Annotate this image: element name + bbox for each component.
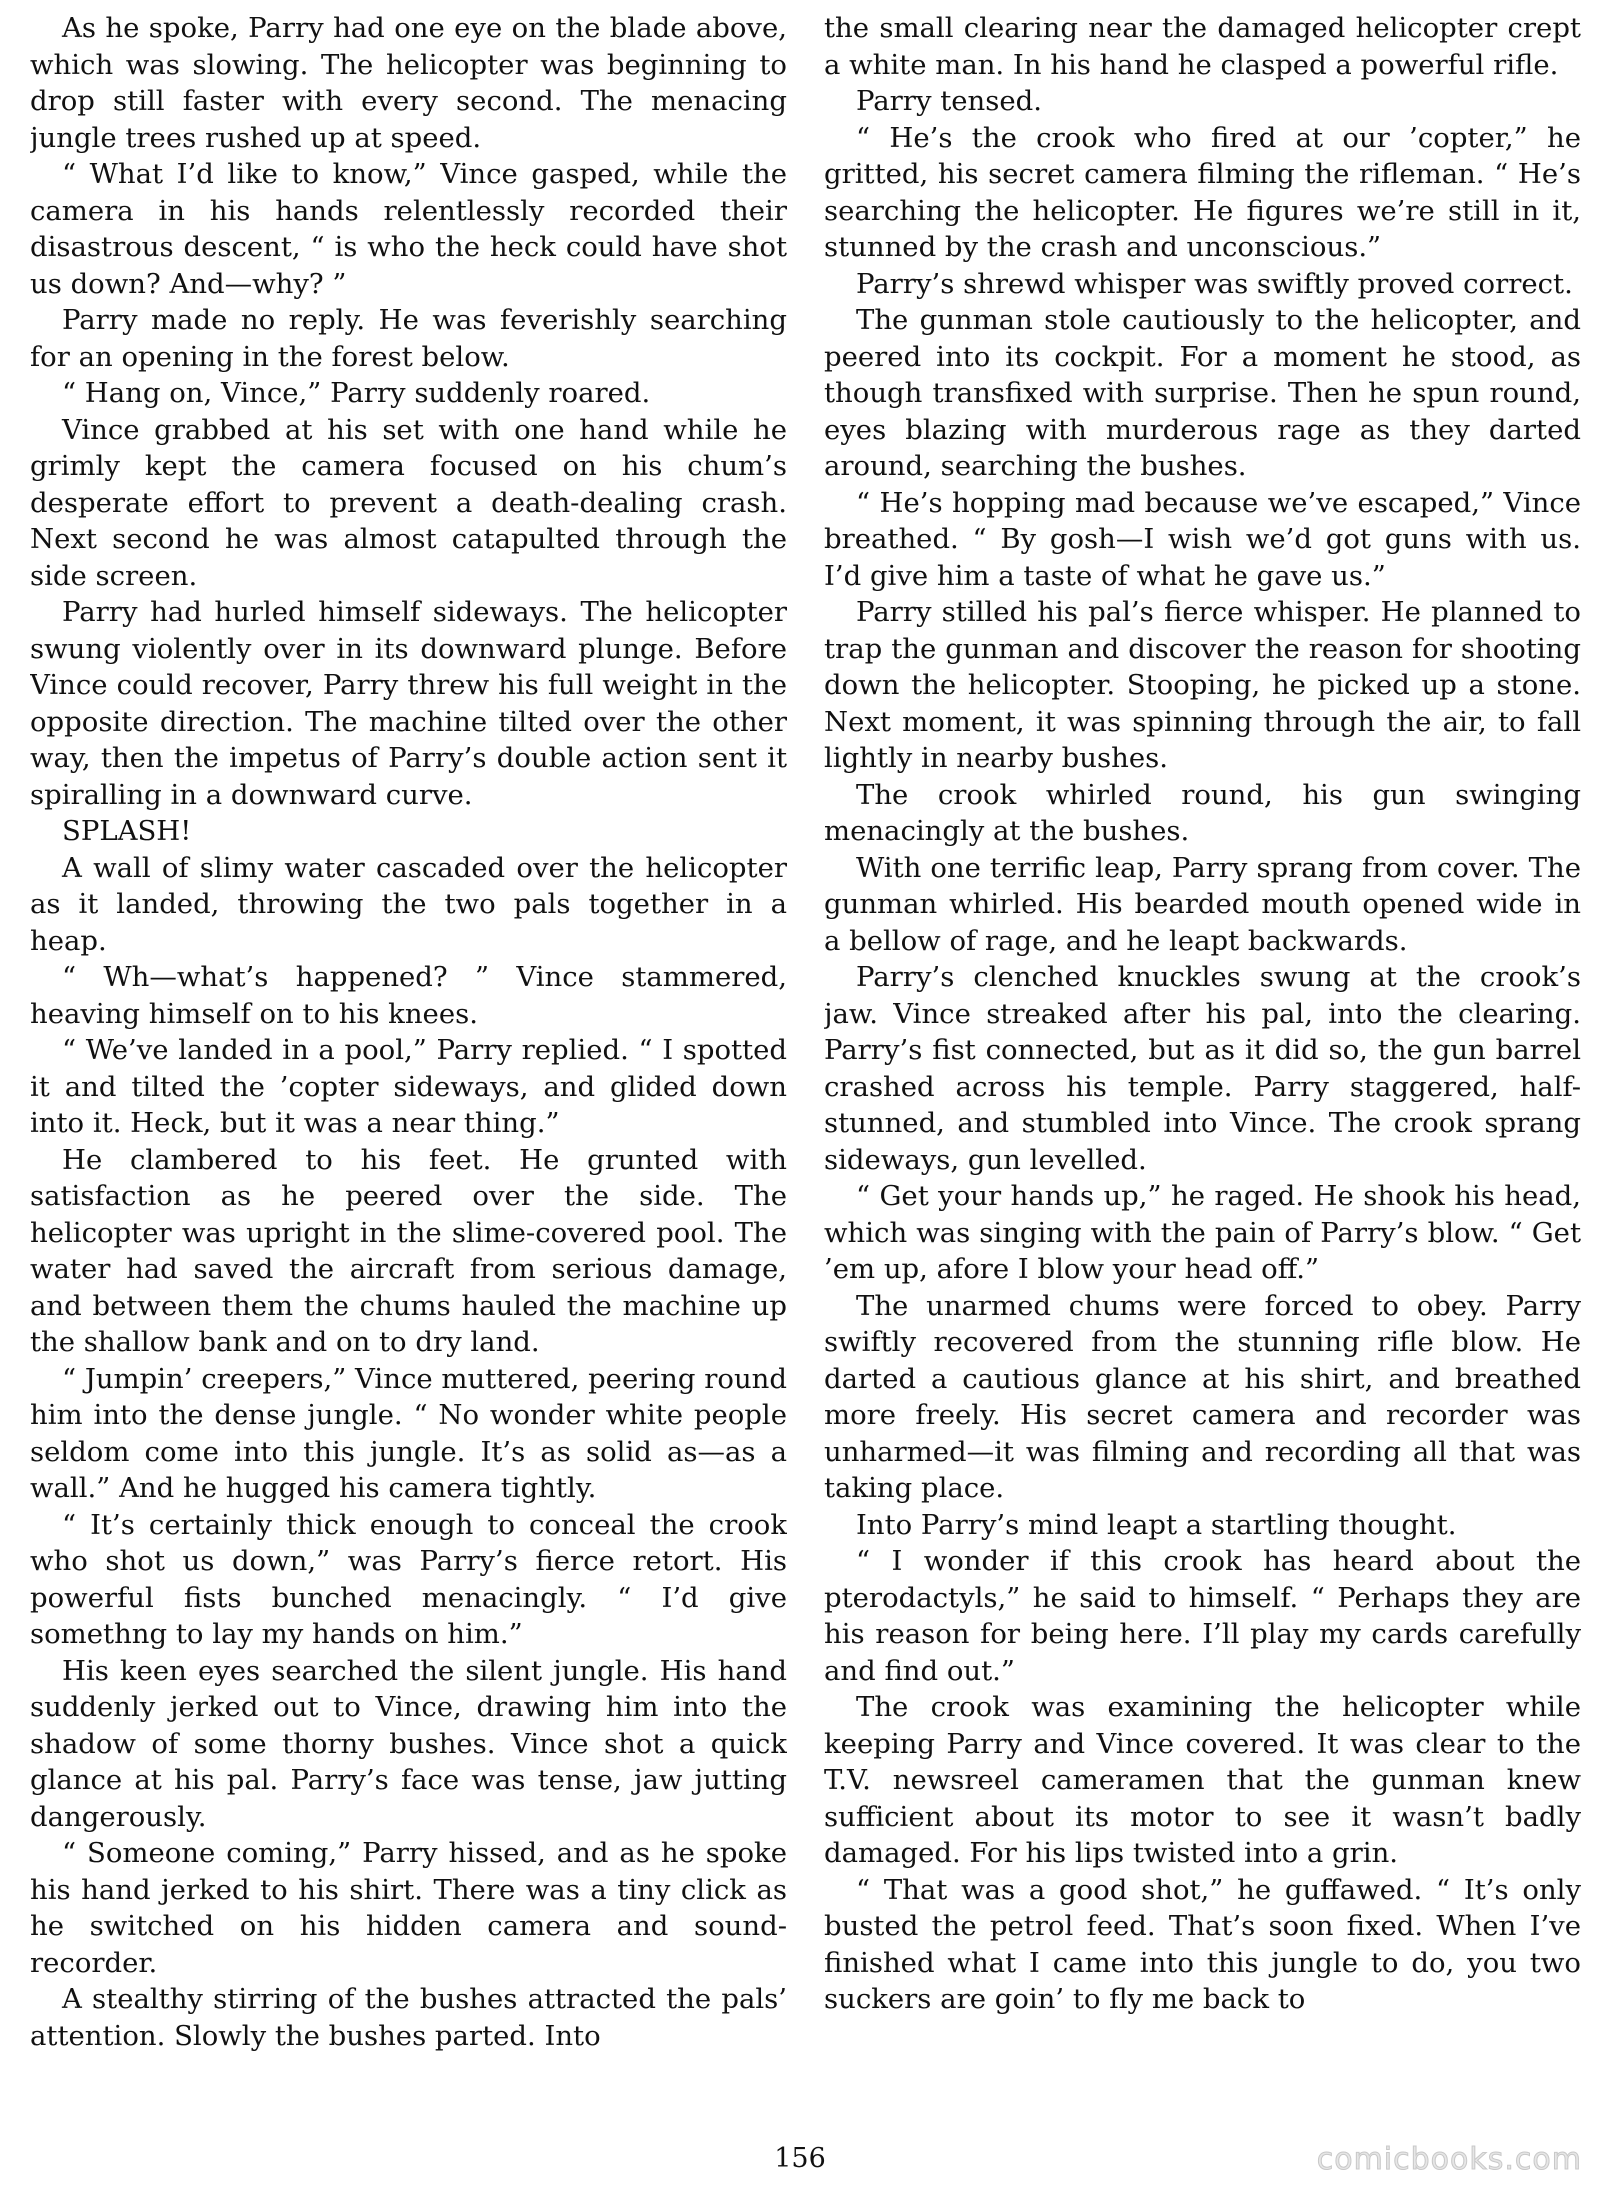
paragraph-continued: the small clearing near the damaged helicopter crept a white man. In his hand he clasped a powerful rifle. (824, 12, 1581, 81)
paragraph: “ What I’d like to know,” Vince gasped, while the camera in his hands relentlessly recorded their disastrous descent, “ is who the heck could have shot us down? And—why? ” (30, 158, 787, 300)
paragraph: “ We’ve landed in a pool,” Parry replied. “ I spotted it and tilted the ’copter sideways, and glided down into it. Heck, but it was a near thing.” (30, 1034, 787, 1139)
left-text-column (30, 10, 787, 2130)
paragraph: The unarmed chums were forced to obey. Parry swiftly recovered from the stunning rifle blow. He darted a cautious glance at his shirt, and breathed more freely. His secret camera and recorder was unharmed—it was filming and recording all that was taking place. (824, 1289, 1581, 1504)
paragraph: “ He’s hopping mad because we’ve escaped,” Vince breathed. “ By gosh—I wish we’d got guns with us. I’d give him a taste of what he gave us.” (824, 486, 1581, 592)
watermark: comicbooks.com (1316, 2142, 1582, 2177)
paragraph: “ That was a good shot,” he guffawed. “ It’s only busted the petrol feed. That’s soon fixed. When I’ve finished what I came into this jungle to do, you two suckers are goin’ to fly me back to (824, 1873, 1581, 2015)
paragraph: His keen eyes searched the silent jungle. His hand suddenly jerked out to Vince, drawing him into the shadow of some thorny bushes. Vince shot a quick glance at his pal. Parry’s face was tense, jaw jutting dangerously. (30, 1654, 787, 1833)
paragraph: Parry had hurled himself sideways. The helicopter swung violently over in its downward plunge. Before Vince could recover, Parry threw his full weight in the opposite direction. The machine tilted over the other way, then the impetus of Parry’s double action sent it spiralling in a downward curve. (30, 596, 787, 811)
paragraph: Parry tensed. (856, 85, 1043, 117)
paragraph: The crook whirled round, his gun swinging menacingly at the bushes. (824, 778, 1581, 847)
paragraph: Parry’s clenched knuckles swung at the crook’s jaw. Vince streaked after his pal, into the clearing. Parry’s fist connected, but as it did so, the gun barrel crashed across his temple. Parry staggered, half-stunned, and stumbled into Vince. The crook sprang sideways, gun levelled. (824, 961, 1581, 1176)
right-text-column (824, 10, 1581, 2130)
paragraph: “ Wh—what’s happened? ” Vince stammered, heaving himself on to his knees. (30, 961, 787, 1030)
paragraph: Parry made no reply. He was feverishly searching for an opening in the forest below. (30, 304, 787, 373)
paragraph: A stealthy stirring of the bushes attracted the pals’ attention. Slowly the bushes parted. Into (30, 1983, 787, 2052)
paragraph: Parry’s shrewd whisper was swiftly proved correct. (856, 267, 1573, 300)
paragraph: With one terrific leap, Parry sprang from cover. The gunman whirled. His bearded mouth opened wide in a bellow of rage, and he leapt backwards. (824, 851, 1581, 957)
paragraph: The gunman stole cautiously to the helicopter, and peered into its cockpit. For a moment he stood, as though transfixed with surprise. Then he spun round, eyes blazing with murderous rage as they darted around, searching the bushes. (824, 304, 1581, 482)
paragraph: Parry stilled his pal’s fierce whisper. He planned to trap the gunman and discover the reason for shooting down the helicopter. Stooping, he picked up a stone. Next moment, it was spinning through the air, to fall lightly in nearby bushes. (824, 596, 1581, 774)
paragraph: A wall of slimy water cascaded over the helicopter as it landed, throwing the two pals together in a heap. (30, 851, 787, 957)
paragraph: “ I wonder if this crook has heard about the pterodactyls,” he said to himself. “ Perhaps they are his reason for being here. I’ll play my cards carefully and find out.” (824, 1545, 1581, 1687)
paragraph: “ He’s the crook who fired at our ’copter,” he gritted, his secret camera filming the rifleman. “ He’s searching the helicopter. He figures we’re still in it, stunned by the crash and unconscious.” (824, 121, 1581, 263)
paragraph: Into Parry’s mind leapt a startling thought. (856, 1508, 1457, 1541)
paragraph: “ It’s certainly thick enough to conceal the crook who shot us down,” was Parry’s fierce retort. His powerful fists bunched menacingly. “ I’d give somethng to lay my hands on him.” (30, 1508, 787, 1650)
paragraph: He clambered to his feet. He grunted with satisfaction as he peered over the side. The helicopter was upright in the slime-covered pool. The water had saved the aircraft from serious damage, and between them the chums hauled the machine up the shallow bank and on to dry land. (30, 1143, 787, 1358)
paragraph: As he spoke, Parry had one eye on the blade above, which was slowing. The helicopter was beginning to drop still faster with every second. The menacing jungle trees rushed up at speed. (30, 12, 787, 154)
paragraph: “ Hang on, Vince,” Parry suddenly roared. (62, 377, 651, 409)
paragraph: “ Jumpin’ creepers,” Vince muttered, peering round him into the dense jungle. “ No wonder white people seldom come into this jungle. It’s as solid as—as a wall.” And he hugged his camera tightly. (30, 1362, 787, 1504)
paragraph: “ Get your hands up,” he raged. He shook his head, which was singing with the pain of Parry’s blow. “ Get ’em up, afore I blow your head off.” (824, 1180, 1581, 1285)
paragraph: “ Someone coming,” Parry hissed, and as he spoke his hand jerked to his shirt. There was a tiny click as he switched on his hidden camera and sound-recorder. (30, 1837, 787, 1979)
paragraph: Vince grabbed at his set with one hand while he grimly kept the camera focused on his chum’s desperate effort to prevent a death-dealing crash. Next second he was almost catapulted through the side screen. (30, 413, 787, 592)
page-number: 156 (774, 2143, 826, 2174)
paragraph: The crook was examining the helicopter while keeping Parry and Vince covered. It was clear to the T.V. newsreel cameramen that the gunman knew sufficient about its motor to see it wasn’t badly damaged. For his lips twisted into a grin. (824, 1691, 1581, 1869)
paragraph: SPLASH! (62, 815, 192, 847)
